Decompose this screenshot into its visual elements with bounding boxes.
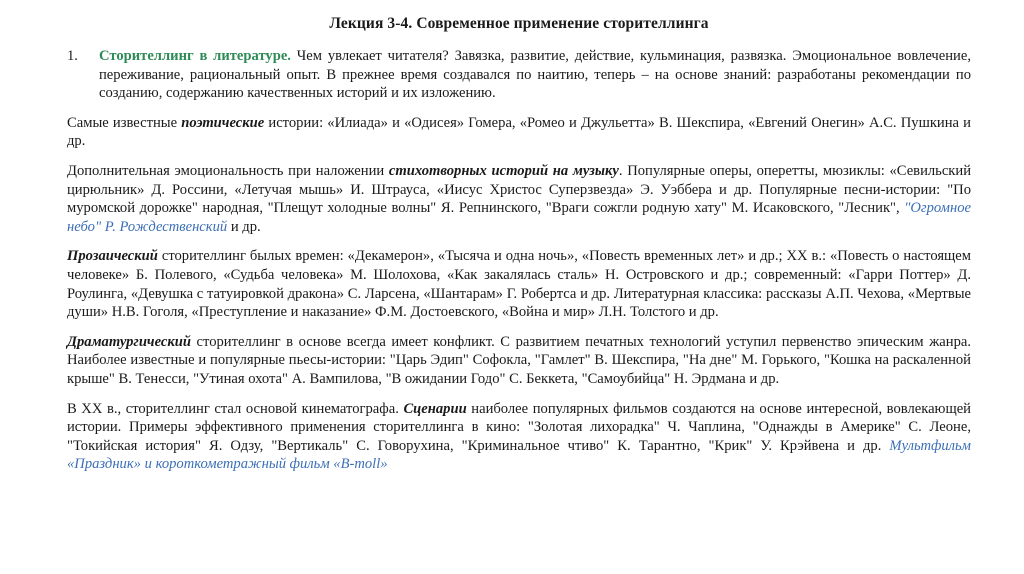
paragraph-prose (67, 247, 971, 321)
paragraph-music (67, 162, 971, 236)
section-heading-literature: Сторителлинг в литературе. (99, 48, 291, 64)
paragraph-text: Дополнительная эмоциональность при наложении (67, 162, 389, 179)
paragraph-text: и др. (227, 218, 261, 235)
list-number: 1. (67, 48, 78, 64)
paragraph-text: наиболее популярных фильмов создаются на основе интересной, вовлекающей истории. Примеры эффективного применения сторителлинга в кино: "Золотая лихорадка" Ч. Чаплина, "Однажды в Америке" С. Леоне, "Токийская история" Я. Одзу, "Вертикаль" С. Говорухина, "Криминальное чтиво" К. Тарантно, "Крик" У. Крэйвена и др. (67, 400, 971, 454)
paragraph-text: сторителлинг былых времен: «Декамерон», «Тысяча и одна ночь», «Повесть временных лет» и др.; XX в.: «Повесть о настоящем человеке» Б. Полевого, «Судьба человека» М. Шолохова, «Как закалялась сталь» Н. Островского и др.; современный: «Гарри Поттер» Д. Роулинга, «Девушка с татуировкой дракона» С. Ларсена, «Шантарам» Г. Робертса и др. Литературная классика: рассказы А.П. Чехова, «Мертвые души» Н.В. Гоголя, «Преступление и наказание» Ф.М. Достоевского, «Война и мир» Л.Н. Толстого и др. (67, 248, 971, 321)
paragraph-text: . Популярные оперы, оперетты, мюзиклы: «Севильский цирюльник» Д. Россини, «Летучая мышь» И. Штрауса, «Иисус Христос Суперзвезда» Э. Уэббера и др. Популярные песни-истории: "По муромской дорожке" народная, "Плещут холодные волны" Я. Репнинского, "Враги сожгли родную хату" М. Исаковского, "Лесник", (67, 162, 972, 217)
paragraph-literature (67, 47, 971, 103)
paragraph-text: Самые известные (67, 114, 182, 131)
paragraph-cinema (67, 400, 971, 474)
paragraph-text: сторителлинг в основе всегда имеет конфликт. С развитием печатных технологий уступил первенство эпическим жанра. Наиболее известные и популярные пьесы-истории: "Царь Эдип" Софокла, "Гамлет" В. Шекспира, "На дне" М. Горького, "Кошка на раскаленной крыше" В. Тенесси, "Утиная охота" А. Вампилова, "В ожидании Годо" С. Беккета, "Самоубийца" Н. Эрдмана и др. (67, 333, 971, 387)
page-title: Лекция 3-4. Современное применение сторителлинга (329, 15, 709, 32)
link-cartoon-and-short-film[interactable]: Мультфильм «Праздник» и короткометражный фильм «B-moll» (67, 437, 971, 473)
emphasis-prose: Прозаический (67, 248, 158, 265)
slide (67, 0, 971, 574)
emphasis-drama: Драматургический (67, 333, 191, 350)
emphasis-scenarios: Сценарии (403, 400, 467, 417)
link-ogromnoe-nebo[interactable]: "Огромное небо" Р. Рождественский (67, 200, 971, 235)
emphasis-poetic: поэтические (181, 114, 265, 131)
paragraph-text: истории: «Илиада» и «Одисея» Гомера, «Ромео и Джульетта» В. Шекспира, «Евгений Онегин» А.С. Пушкина и др. (67, 114, 971, 150)
paragraph-drama (67, 333, 971, 389)
paragraph-text: В XX в., сторителлинг стал основой кинематографа. (67, 400, 404, 417)
paragraph-text: Чем увлекает читателя? Завязка, развитие, действие, кульминация, развязка. Эмоциональное вовлечение, переживание, рациональный опыт. В прежнее время создавался по наитию, теперь – на основе знаний: разработаны рекомендации по созданию, содержанию качественных историй и их изложению. (99, 48, 971, 102)
emphasis-music: стихотворных историй на музыку (388, 162, 619, 179)
paragraph-poetic (67, 114, 971, 151)
